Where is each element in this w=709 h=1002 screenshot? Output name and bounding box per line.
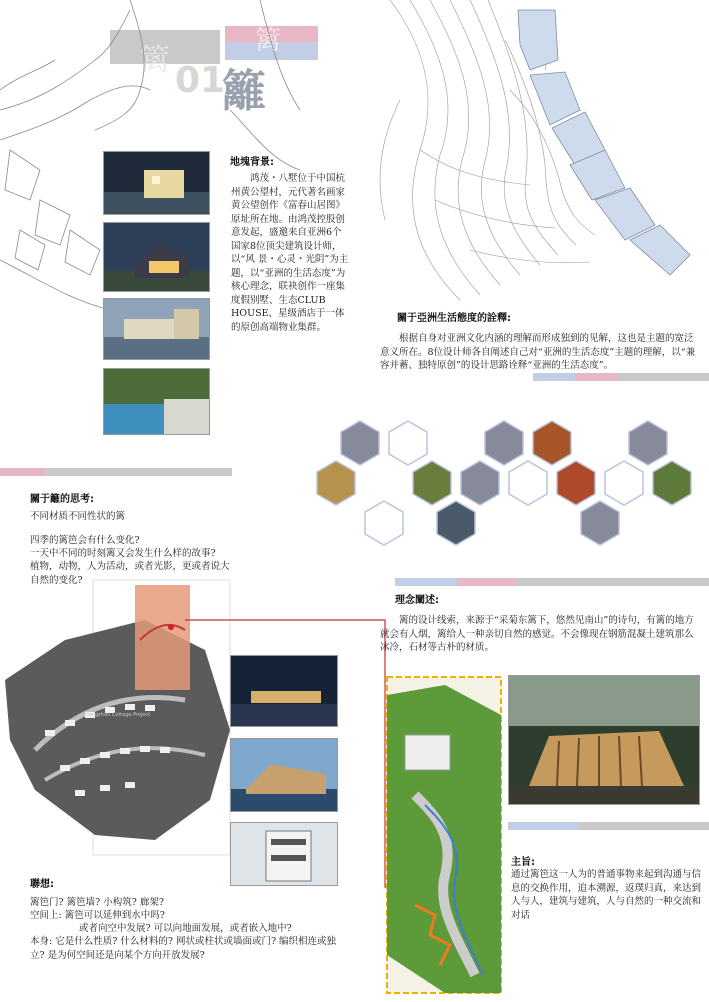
hex-grey bbox=[581, 501, 619, 545]
association-line4: 本身: 它是什么性质? 什么材料的? 网状或柱状或墙面或门? 编织相连或独立? 是为何空间还是向某个方向开放发展? bbox=[30, 936, 337, 961]
photo-clubhouse-water bbox=[103, 298, 210, 360]
hex-photo bbox=[653, 461, 691, 505]
hex-photo bbox=[317, 461, 355, 505]
hex-empty bbox=[605, 461, 643, 505]
hex-grey bbox=[629, 421, 667, 465]
attitude-heading: 關于亞洲生活態度的詮釋: bbox=[397, 313, 511, 324]
hex-photo bbox=[557, 461, 595, 505]
attitude-bar-pink bbox=[575, 373, 617, 381]
photo-villa-night bbox=[103, 151, 210, 215]
header-number: 01 bbox=[175, 60, 226, 101]
concept-bar-pink bbox=[457, 578, 515, 586]
attitude-body: 根据自身对亚洲文化内涵的理解而形成独到的见解，这也是主题的宽泛意义所在。8位设计师各自阐述自己对“亚洲的生活态度”主题的理解，以“兼容并蓄、独特原创”的设计思路诠释“亚洲的生活态度”。 bbox=[380, 333, 696, 371]
association-line3: 或者向空中发展? 可以向地面发展，或者嵌入地中? bbox=[79, 923, 292, 934]
concept-heading: 理念闡述: bbox=[395, 595, 439, 606]
theme-bar-grey bbox=[580, 822, 709, 830]
photo-pool-forest bbox=[103, 368, 210, 435]
thinking-bar-grey bbox=[45, 468, 232, 476]
hex-grey bbox=[485, 421, 523, 465]
thinking-line1: 不同材质不同性状的篱 bbox=[30, 511, 126, 522]
green-site-plan bbox=[385, 675, 503, 995]
association-line1: 篱笆门? 篱笆墙? 小构筑? 廊架? bbox=[30, 897, 164, 908]
hex-empty bbox=[389, 421, 427, 465]
hex-grey bbox=[341, 421, 379, 465]
theme-bar-blue bbox=[508, 822, 580, 830]
masterplan-label: Hangzhou Cottage Project bbox=[85, 712, 151, 718]
attitude-bar-grey bbox=[617, 373, 709, 381]
site-plan-contour bbox=[380, 0, 709, 320]
hex-photo bbox=[413, 461, 451, 505]
hex-empty bbox=[365, 501, 403, 545]
concept-body: 篱的设计线索，来源于“采菊东篱下，悠然见南山”的诗句，有篱的地方就会有人烟，篱给人一种亲切自然的感觉。不会像现在钢筋混凝土建筑那么冰冷，石材等古朴的材质。 bbox=[380, 615, 694, 653]
photo-night-pavilion bbox=[230, 655, 338, 727]
concept-bar-grey bbox=[515, 578, 709, 586]
thinking-line2: 四季的篱笆会有什么变化? bbox=[30, 535, 140, 546]
hex-photo bbox=[437, 501, 475, 545]
thinking-heading: 關于籬的思考: bbox=[30, 494, 94, 505]
photo-glass-house bbox=[230, 738, 338, 812]
header-char-top: 篱 bbox=[140, 43, 170, 78]
photo-villa-dusk bbox=[103, 222, 210, 292]
header-char-main: 籬 bbox=[222, 66, 266, 117]
photo-fence-pavilion-render bbox=[508, 675, 700, 805]
thinking-line4: 植物，动物，人为活动，或者光影，更或者说大自然的变化? bbox=[30, 561, 230, 586]
hex-grey bbox=[461, 461, 499, 505]
theme-heading: 主旨: bbox=[511, 857, 535, 868]
hex-empty bbox=[509, 461, 547, 505]
photo-modern-villa bbox=[230, 822, 338, 886]
association-heading: 聯想: bbox=[30, 879, 54, 890]
hex-photo bbox=[533, 421, 571, 465]
concept-bar-blue bbox=[395, 578, 457, 586]
hexagon-grid bbox=[330, 415, 709, 555]
thinking-bar-pink bbox=[0, 468, 45, 476]
association-line2: 空间上: 篱笆可以延伸到水中吗? bbox=[30, 910, 165, 921]
attitude-bar-blue bbox=[533, 373, 575, 381]
site-body: 鸿茂・八墅位于中国杭州黄公望村，元代著名画家黄公望创作《富春山居图》原址所在地。由鸿茂控股创意发起，盛邀来自亚洲6个国家8位顶尖建筑设计师，以“风 景・心灵・光阴”为主题，以“亚洲的生活态度”为核心理念，联袂创作一座集度假别墅、生态CLUB HOUSE、星级酒店于一体的原创高端物业集群。 bbox=[231, 173, 349, 333]
theme-body: 通过篱笆这一人为的普通事物来起到沟通与信息的交换作用，追本溯源，返璞归真，来达到人与人，建筑与建筑，人与自然的一种交流和对话 bbox=[511, 869, 702, 921]
thinking-line3: 一天中不同的时刻篱又会发生什么样的故事? bbox=[30, 548, 216, 559]
site-heading: 地塊背景: bbox=[230, 157, 274, 168]
